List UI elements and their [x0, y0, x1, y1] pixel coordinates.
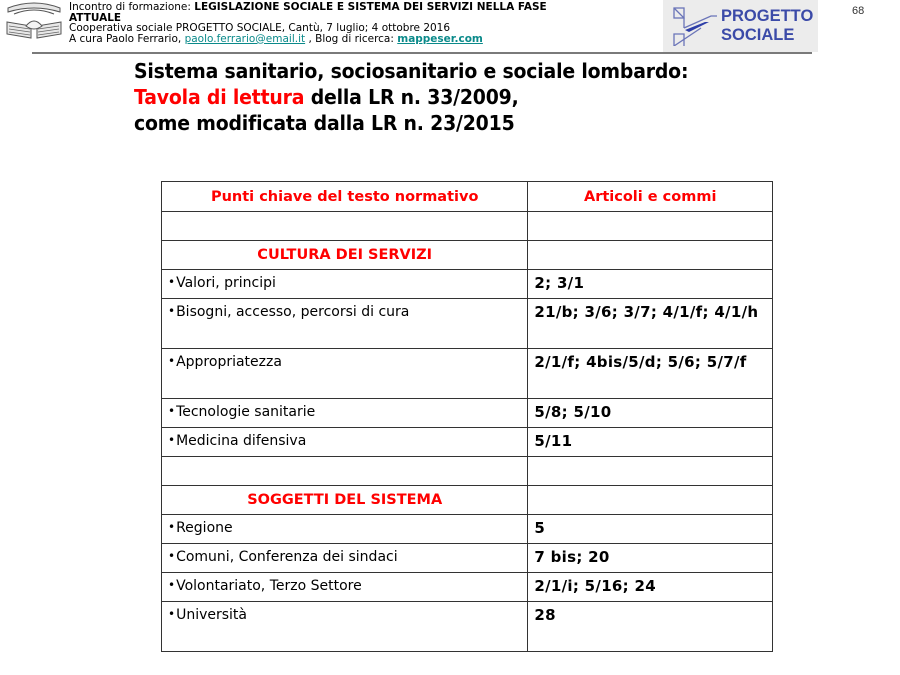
key-point-text: Bisogni, accesso, percorsi di cura [176, 304, 410, 320]
table-row [162, 602, 773, 652]
bullet-icon: • [168, 607, 176, 621]
cell-left [162, 212, 528, 241]
key-point-text: Valori, principi [176, 275, 276, 291]
page-title [134, 58, 796, 136]
table-row-empty [162, 457, 773, 486]
book-handshake-logo-icon [4, 2, 64, 42]
key-point-cell [162, 573, 528, 602]
title-line-2 [134, 84, 796, 110]
article-ref-cell: 2; 3/1 [528, 270, 773, 299]
event-label: Incontro di formazione: [69, 1, 195, 13]
bullet-icon: • [168, 404, 176, 418]
organizer-line: Cooperativa sociale PROGETTO SOCIALE, Cantù, 7 luglio; 4 ottobre 2016 [69, 22, 451, 35]
article-ref-cell: 21/b; 3/6; 3/7; 4/1/f; 4/1/h [528, 299, 773, 349]
table-row [162, 270, 773, 299]
bullet-icon: • [168, 354, 176, 368]
section-row-cultura [162, 241, 773, 270]
table-row [162, 428, 773, 457]
article-ref-cell: 2/1/i; 5/16; 24 [528, 573, 773, 602]
key-point-cell [162, 602, 528, 652]
key-point-cell [162, 428, 528, 457]
bullet-icon: • [168, 578, 176, 592]
table-row [162, 573, 773, 602]
bullet-icon: • [168, 275, 176, 289]
header-line-1 [69, 2, 669, 13]
key-point-text: Regione [176, 520, 233, 536]
logo-text-line-1: PROGETTO [721, 7, 814, 25]
reading-table [161, 181, 773, 652]
article-ref-cell: 2/1/f; 4bis/5/d; 5/6; 5/7/f [528, 349, 773, 399]
blog-label: , Blog di ricerca: [305, 32, 398, 45]
bullet-icon: • [168, 304, 176, 318]
bullet-icon: • [168, 433, 176, 447]
event-title-cont: ATTUALE [69, 11, 122, 24]
email-link[interactable]: paolo.ferrario@email.it [184, 32, 306, 45]
progetto-sociale-logo [663, 0, 818, 52]
cell-right [528, 486, 773, 515]
title-line-2-rest: della LR n. 33/2009, [304, 85, 519, 109]
key-point-text: Appropriatezza [176, 354, 282, 370]
table-row [162, 515, 773, 544]
title-line-3: come modificata dalla LR n. 23/2015 [134, 111, 515, 135]
logo-text-line-2: SOCIALE [721, 26, 795, 44]
table-row-empty [162, 212, 773, 241]
key-point-cell [162, 349, 528, 399]
table-row [162, 299, 773, 349]
article-ref-cell: 5/11 [528, 428, 773, 457]
table-row [162, 544, 773, 573]
title-line-1: Sistema sanitario, sociosanitario e sociale lombardo: [134, 59, 689, 83]
progetto-sociale-wordmark [721, 7, 813, 45]
key-point-cell [162, 270, 528, 299]
key-point-cell [162, 399, 528, 428]
cell-right [528, 212, 773, 241]
key-point-cell [162, 515, 528, 544]
cell-left [162, 457, 528, 486]
key-point-cell [162, 544, 528, 573]
article-ref-cell: 5 [528, 515, 773, 544]
author-line [69, 34, 669, 45]
article-ref-cell: 7 bis; 20 [528, 544, 773, 573]
key-point-cell [162, 299, 528, 349]
key-point-text: Università [176, 607, 247, 623]
key-point-text: Tecnologie sanitarie [176, 404, 316, 420]
key-point-text: Medicina difensiva [176, 433, 307, 449]
blog-link[interactable]: mappeser.com [397, 32, 483, 45]
event-title: LEGISLAZIONE SOCIALE E SISTEMA DEI SERVIZI NELLA FASE [194, 1, 547, 13]
column-header-articles: Articoli e commi [528, 182, 773, 212]
table-row [162, 399, 773, 428]
cell-right [528, 241, 773, 270]
key-point-text: Comuni, Conferenza dei sindaci [176, 549, 398, 565]
key-point-text: Volontariato, Terzo Settore [176, 578, 362, 594]
title-highlight: Tavola di lettura [134, 85, 305, 109]
article-ref-cell: 5/8; 5/10 [528, 399, 773, 428]
progetto-sociale-mark-icon [671, 6, 719, 46]
header-info [69, 2, 669, 44]
column-header-key-points: Punti chiave del testo normativo [162, 182, 528, 212]
section-heading: CULTURA DEI SERVIZI [162, 241, 528, 270]
section-row-soggetti [162, 486, 773, 515]
cell-right [528, 457, 773, 486]
article-ref-cell: 28 [528, 602, 773, 652]
table-row [162, 349, 773, 399]
bullet-icon: • [168, 549, 176, 563]
section-heading: SOGGETTI DEL SISTEMA [162, 486, 528, 515]
bullet-icon: • [168, 520, 176, 534]
header-divider [32, 52, 812, 54]
page-number: 68 [852, 5, 865, 17]
author-label: A cura Paolo Ferrario, [69, 32, 185, 45]
table-header-row [162, 182, 773, 212]
